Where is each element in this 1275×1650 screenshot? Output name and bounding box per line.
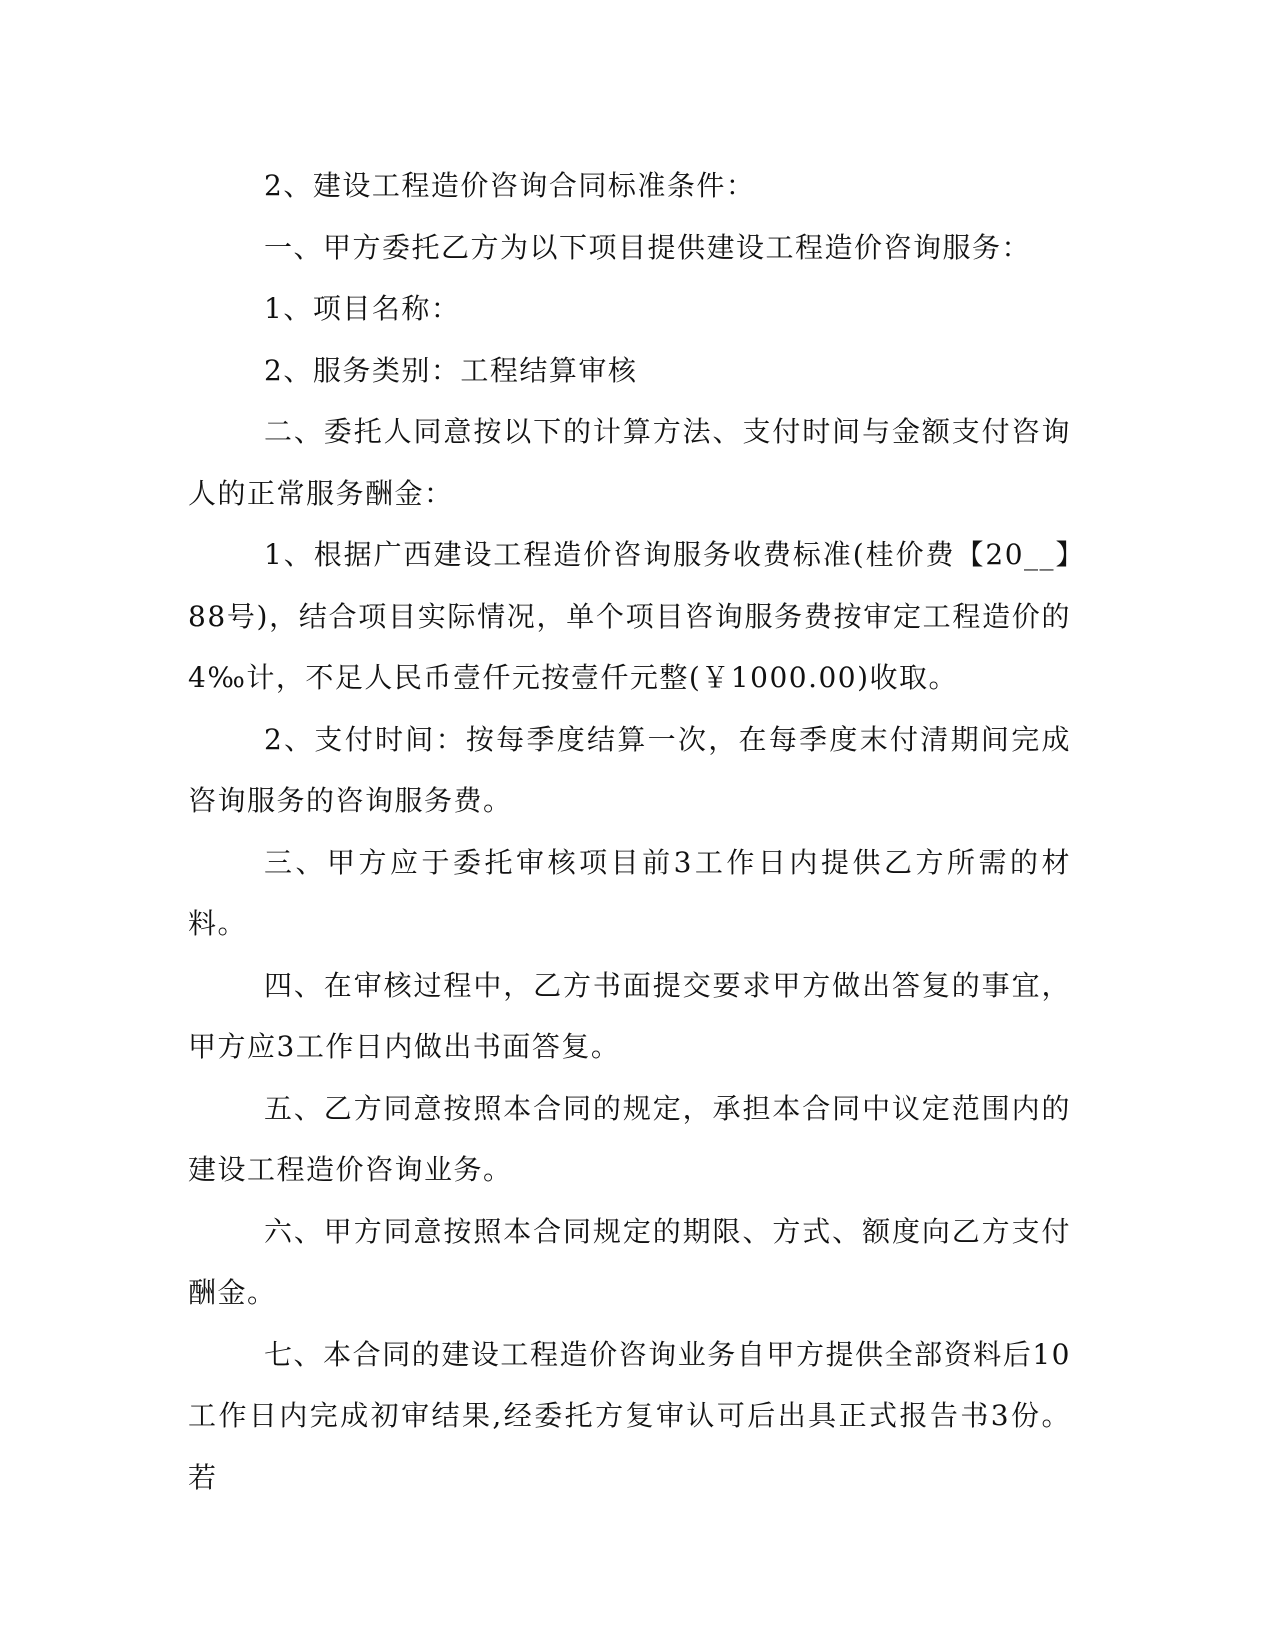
paragraph: 五、乙方同意按照本合同的规定，承担本合同中议定范围内的建设工程造价咨询业务。 xyxy=(188,1091,1071,1186)
paragraph: 六、甲方同意按照本合同规定的期限、方式、额度向乙方支付酬金。 xyxy=(188,1214,1071,1309)
document-body xyxy=(188,155,1071,1508)
paragraph: 2、支付时间：按每季度结算一次，在每季度末付清期间完成咨询服务的咨询服务费。 xyxy=(188,722,1071,817)
paragraph: 三、甲方应于委托审核项目前3工作日内提供乙方所需的材料。 xyxy=(188,845,1071,940)
paragraph-heading: 2、建设工程造价咨询合同标准条件： xyxy=(264,169,756,202)
paragraph: 七、本合同的建设工程造价咨询业务自甲方提供全部资料后10工作日内完成初审结果,经委托方复审认可后出具正式报告书3份。若 xyxy=(188,1337,1071,1494)
paragraph: 2、服务类别：工程结算审核 xyxy=(264,353,638,387)
paragraph: 1、根据广西建设工程造价咨询服务收费标准(桂价费【20__】88号)，结合项目实际情况，单个项目咨询服务费按审定工程造价的4‰计，不足人民币壹仟元按壹仟元整(￥1000.00)收取。 xyxy=(188,538,1071,694)
paragraph: 二、委托人同意按以下的计算方法、支付时间与金额支付咨询人的正常服务酬金： xyxy=(188,415,1071,510)
paragraph: 四、在审核过程中，乙方书面提交要求甲方做出答复的事宜，甲方应3工作日内做出书面答复。 xyxy=(188,968,1071,1063)
paragraph: 1、项目名称： xyxy=(264,292,461,325)
paragraph: 一、甲方委托乙方为以下项目提供建设工程造价咨询服务： xyxy=(264,230,1032,264)
